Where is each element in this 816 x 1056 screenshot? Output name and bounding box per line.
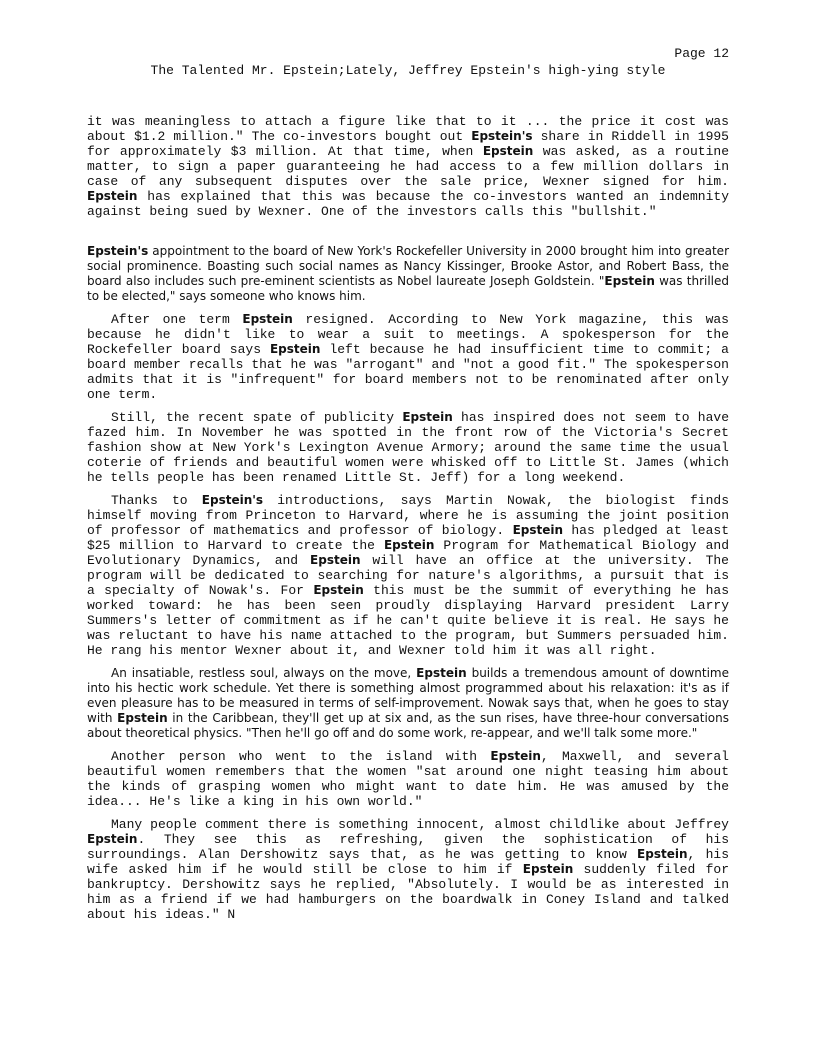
bold-name: Epstein bbox=[637, 847, 688, 861]
text-run: will have an office at the university. The program will be dedicated to searching for nature's algorithms, a pursuit that is a specialty of Nowak's. For bbox=[87, 553, 729, 598]
paragraph-3 bbox=[87, 312, 729, 402]
paragraph-1 bbox=[87, 114, 729, 219]
text-run: it was meaningless to attach a figure like that to it ... the price it cost was about $1.2 million." The co-investors bought out bbox=[87, 114, 729, 144]
bold-name: Epstein bbox=[383, 538, 435, 552]
bold-name: Epstein bbox=[117, 711, 168, 725]
text-run: left because he had insufficient time to commit; a board member recalls that he was "arrogant" and "not a good fit." The spokesperson admits that it is "infrequent" for board members not to be renominated after only one term. bbox=[87, 342, 729, 402]
text-run: Many people comment there is something innocent, almost childlike about Jeffrey bbox=[111, 817, 729, 832]
text-run: appointment to the board of New York's Rockefeller University in 2000 brought him into greater social prominence. Boasting such social names as Nancy Kissinger, Brooke Astor, and Robert Bass, the board also includes such pre-eminent scientists as Nobel laureate Joseph Goldstein. " bbox=[87, 244, 729, 288]
paragraph-6 bbox=[87, 666, 729, 741]
bold-name: Epstein's bbox=[87, 244, 149, 258]
text-run: Another person who went to the island with bbox=[111, 749, 491, 764]
text-run: , Maxwell, and several beautiful women remembers that the women "sat around one night teasing him about the kinds of grasping women who might want to date him. He was amused by the idea... He's like a king in his own world." bbox=[87, 749, 729, 809]
bold-name: Epstein bbox=[522, 862, 574, 876]
text-run: Still, the recent spate of publicity bbox=[111, 410, 403, 425]
bold-name: Epstein bbox=[87, 189, 138, 203]
paragraph-5 bbox=[87, 493, 729, 658]
text-run: Thanks to bbox=[111, 493, 202, 508]
bold-name: Epstein bbox=[490, 749, 541, 763]
text-run: , his wife asked him if he would still be close to him if bbox=[87, 847, 729, 877]
paragraph-4 bbox=[87, 410, 729, 485]
paragraph-2 bbox=[87, 244, 729, 304]
running-head-title: The Talented Mr. Epstein;Lately, Jeffrey Epstein's high-ying style bbox=[150, 63, 666, 78]
bold-name: Epstein bbox=[604, 274, 655, 288]
text-run: Program for Mathematical Biology and Evolutionary Dynamics, and bbox=[87, 538, 729, 568]
paragraph-7 bbox=[87, 749, 729, 809]
bold-name: Epstein's bbox=[201, 493, 264, 507]
text-run: introductions, says Martin Nowak, the biologist finds himself moving from Princeton to Harvard, where he is assuming the joint position of professor of mathematics and professor of biology. bbox=[87, 493, 729, 538]
text-run: has explained that this was because the co-investors wanted an indemnity against being sued by Wexner. One of the investors calls this "bullshit." bbox=[87, 189, 729, 219]
text-run: suddenly filed for bankruptcy. Dershowitz says he replied, "Absolutely. I would be as interested in him as a friend if we had hamburgers on the boardwalk in Coney Island and talked about his ideas." N bbox=[87, 862, 729, 922]
text-run: has pledged at least $25 million to Harvard to create the bbox=[87, 523, 729, 553]
text-run: resigned. According to New York magazine, this was because he didn't like to wear a suit to meetings. A spokesperson for the Rockefeller board says bbox=[87, 312, 729, 357]
text-run: After one term bbox=[111, 312, 243, 327]
bold-name: Epstein bbox=[313, 583, 364, 597]
text-run: has inspired does not seem to have fazed him. In November he was spotted in the front row of the Victoria's Secret fashion show at New York's Lexington Avenue Armory; around the same time the usual coterie of friends and beautiful women were whisked off to Little St. James (which he tells people has been renamed Little St. Jeff) for a long weekend. bbox=[87, 410, 729, 485]
article-body bbox=[87, 114, 729, 930]
text-run: builds a tremendous amount of downtime into his hectic work schedule. Yet there is something almost programmed about his relaxation: it's as if even pleasure has to be measured in terms of self-improvement. Nowak says that, when he goes to stay with bbox=[87, 666, 729, 725]
bold-name: Epstein bbox=[87, 832, 138, 846]
text-run: was thrilled to be elected," says someone who knows him. bbox=[87, 274, 730, 303]
text-run: this must be the summit of everything he has worked toward: he has been seen proudly displaying Harvard president Larry Summers's letter of commitment as if he can't quite believe it is real. He says he was reluctant to have his name attached to the program, but Summers persuaded him. He rang his mentor Wexner about it, and Wexner told him it was all right. bbox=[87, 583, 730, 658]
text-run: was asked, as a routine matter, to sign a paper guaranteeing he had access to a few million dollars in case of any subsequent disputes over the sale price, Wexner signed for him. bbox=[87, 144, 730, 189]
text-run: An insatiable, restless soul, always on the move, bbox=[111, 666, 417, 680]
bold-name: Epstein bbox=[242, 312, 293, 326]
bold-name: Epstein's bbox=[471, 129, 533, 143]
bold-name: Epstein bbox=[269, 342, 321, 356]
paragraph-8 bbox=[87, 817, 729, 922]
text-run: in the Caribbean, they'll get up at six and, as the sun rises, have three-hour conversations about theoretical physics. "Then he'll go off and do some work, re-appear, and we'll talk some more." bbox=[87, 711, 729, 740]
bold-name: Epstein bbox=[512, 523, 564, 537]
page-number: Page 12 bbox=[674, 46, 729, 61]
bold-name: Epstein bbox=[416, 666, 467, 680]
bold-name: Epstein bbox=[482, 144, 534, 158]
text-run: share in Riddell in 1995 for approximately $3 million. At that time, when bbox=[87, 129, 729, 159]
bold-name: Epstein bbox=[402, 410, 453, 424]
bold-name: Epstein bbox=[310, 553, 361, 567]
text-run: . They see this as refreshing, given the sophistication of his surroundings. Alan Dershowitz says that, as he was getting to know bbox=[87, 832, 729, 862]
